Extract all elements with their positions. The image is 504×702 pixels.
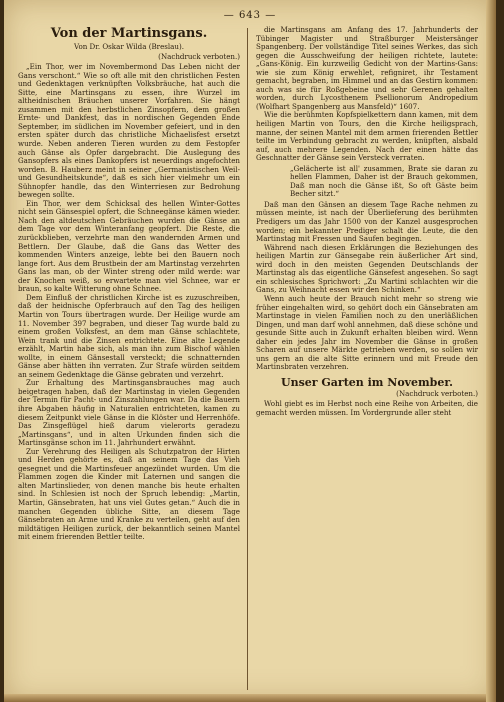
paragraph: Daß man den Gänsen an diesem Tage Rache nehmen zu müssen meinte, ist nach der Überlieferung des berühmten Predigers um das Jahr 1500 von der Kanzel ausgesprochen worden; ein bekannter Prediger schalt die Leute, die den Martinstag mit Fressen und Saufen begingen. [256,199,478,244]
article-byline: Von Dr. Oskar Wilda (Breslau). [73,42,185,51]
section-title: Unser Garten im November. [280,375,453,389]
page-bottom-edge [4,694,486,702]
magazine-page [4,0,496,702]
paragraph: Zur Verehrung des Heiligen als Schutzpatron der Hirten und Herden gehörte es, daß an seinem Tage das Vieh gesegnet und die Martinsfeuer angezündet wurden. Um die Flammen zogen die Kinder mit Laternen und sangen die alten Martinslieder, von denen manche bis heute erhalten sind. In Schlesien ist noch der Spruch lebendig: „Martin, Martin, Gänsebraten, hat uns viel Gutes getan.“ Auch die in manchen Gegenden übliche Sitte, an diesem Tage Gänsebraten an Arme und Kranke zu verteilen, geht auf den mildtätigen Heiligen zurück, der bekanntlich seinen Mantel mit einem frierenden Bettler teilte. [18,446,240,542]
poem-quote [256,165,478,199]
copyright-note: (Nachdruck verboten.) [396,388,478,398]
column-divider [247,28,248,690]
copyright-note: (Nachdruck verboten.) [158,51,240,61]
poem-text: „Gelächerte ist all' zusammen, Brate sie daran zu hellen Flammen, Daher ist der Brauch gekommen, Daß man noch die Gänse ißt, So oft Gäste beim Becher sitzt.“ [290,163,478,199]
paragraph: Wie die berühmten Kopfspielkettern dann kamen, mit dem heiligen Martin von Tours, den die Kirche heiligsprach, manne, der seinen Mantel mit dem armen frierenden Bettler teilte im Verbindung gebracht zu werden, knüpften, alsbald auf, auch mehrere Legenden. Nach der einen hätte das Geschnatter der Gänse sein Versteck verraten. [256,110,478,163]
paragraph: Wenn auch heute der Brauch nicht mehr so streng wie früher eingehalten wird, so gehört doch ein Gänsebraten am Martinstage in vielen Familien noch zu den unerläßlichen Dingen, und man darf wohl annehmen, daß diese schöne und gesunde Sitte auch in Zukunft erhalten bleiben wird. Wenn daher ein jedes Jahr im November die Gänse in großen Scharen auf unsere Märkte getrieben werden, so sollen wir uns gern an die alte Sitte erinnern und mit Freude den Martinsbraten verzehren. [256,293,478,372]
page-number: — 643 — [223,10,277,21]
paragraph: Dem Einfluß der christlichen Kirche ist es zuzuschreiben, daß der heidnische Opferbrauch auf den Tag des heiligen Martin von Tours übertragen wurde. Der Heilige wurde am 11. November 397 begraben, und dieser Tag wurde bald zu einem großen Volksfest, an dem man Gänse schlachtete, Wein trank und die Zinsen entrichtete. Eine alte Legende erzählt, Martin habe sich, als man ihn zum Bischof wählen wollte, in einem Gänsestall versteckt; die schnatternden Gänse aber hätten ihn verraten. Zur Strafe würden seitdem an seinem Gedenktage die Gänse gebraten und verzehrt. [18,292,240,379]
paragraph: Zur Erhaltung des Martinsgansbrauches mag auch beigetragen haben, daß der Martinstag in vielen Gegenden der Termin für Pacht- und Zinszahlungen war. Da die Bauern ihre Abgaben häufig in Naturalien entrichteten, kamen zu diesem Zeitpunkt viele Gänse in die Klöster und Herrenhöfe. Das Zinsgeflügel hieß darum vielerorts geradezu „Martinsgans“, und in alten Urkunden finden sich die Martinsgänse schon im 11. Jahrhundert erwähnt. [18,378,240,448]
paragraph: Wohl giebt es im Herbst noch eine Reihe von Arbeiten, die gemacht werden müssen. Im Vordergrunde aller steht [256,399,478,417]
paragraph: Ein Thor, wer dem Schicksal des hellen Winter-Gottes nicht sein Gänsespiel opfert, die Schneegänse kämen wieder. Nach den altdeutschen Gebräuchen wurden die Gänse an dem Tage vor dem Winteranfang geopfert. Die Reste, die zurückblieben, verzehrte man den wandernden Armen und Bettlern. Der Glaube, daß die Gans das Wetter des kommenden Winters anzeige, lebte bei den Bauern noch lange fort. Aus dem Brustbein der am Martinstag verzehrten Gans las man, ob der Winter streng oder mild werde: war der Knochen weiß, so erwartete man viel Schnee, war er braun, so kalte Witterung ohne Schnee. [18,198,240,294]
page-edge [486,0,496,702]
paragraph: „Ein Thor, wer im Novembermond Das Leben nicht der Gans verschont.“ Wie so oft alle mit den christlichen Festen und Gedenktagen verknüpften Volksbräuche, hat auch die Sitte, eine Martinsgans zu essen, ihre Wurzel im altheidnischen Bräuchen unserer Vorfahren. Sie hängt zusammen mit den herbstlichen Zinsopfern, dem großen Ernte- und Dankfest, das in nordischen Gegenden Ende September, im südlichen im November gefeiert, und in den ersten später durch das christliche Michaelisfest ersetzt wurde. Neben anderen Tieren wurden zu dem Festopfer auch Gänse als Opfer dargebracht. Die Auslegung des Gansopfers als eines Dankopfers ist neuerdings angefochten worden. B. Hauberz meint in seiner „Germanistischen Weil- und Gesundheitskunde“, daß es sich hier vielmehr um ein Sühnopfer handle, das den Winterriesen zur Bedrohung bewegen sollte. [18,62,240,200]
left-column [18,26,240,692]
paragraph: die Martinsgans am Anfang des 17. Jahrhunderts der Tübinger Magister und Straßburger Meistersänger Spangenberg. Der vollständige Titel seines Werkes, das sich gegen die Ausschweifung der heiligen richtete, lautete: „Gans-König. Ein kurzweilig Gedicht von der Martins-Gans: wie sie zum König erwehlet, refigniret, ihr Testament gemacht, begraben, im Himmel und an das Gestirn kommen: auch was sie für Roßgebeine und sehr Gerenen gehalten worden, durch Lycosthenem Psellionorum Andropedium (Wolfhart Spangenberg aus Mansfeld)“ 1607. [256,26,478,111]
paragraph: Während nach diesen Erklärungen die Beziehungen des heiligen Martin zur Gänsegabe rein äußerlicher Art sind, wird doch in den meisten Gegenden Deutschlands der Martinstag als das eigentliche Gänsefest angesehen. So sagt ein schlesisches Sprichwort: „Zu Martini schlachten wir die Gans, zu Weihnacht essen wir den Schinken.“ [256,242,478,295]
article-title: Von der Martinsgans. [50,26,208,41]
right-column [256,26,478,692]
